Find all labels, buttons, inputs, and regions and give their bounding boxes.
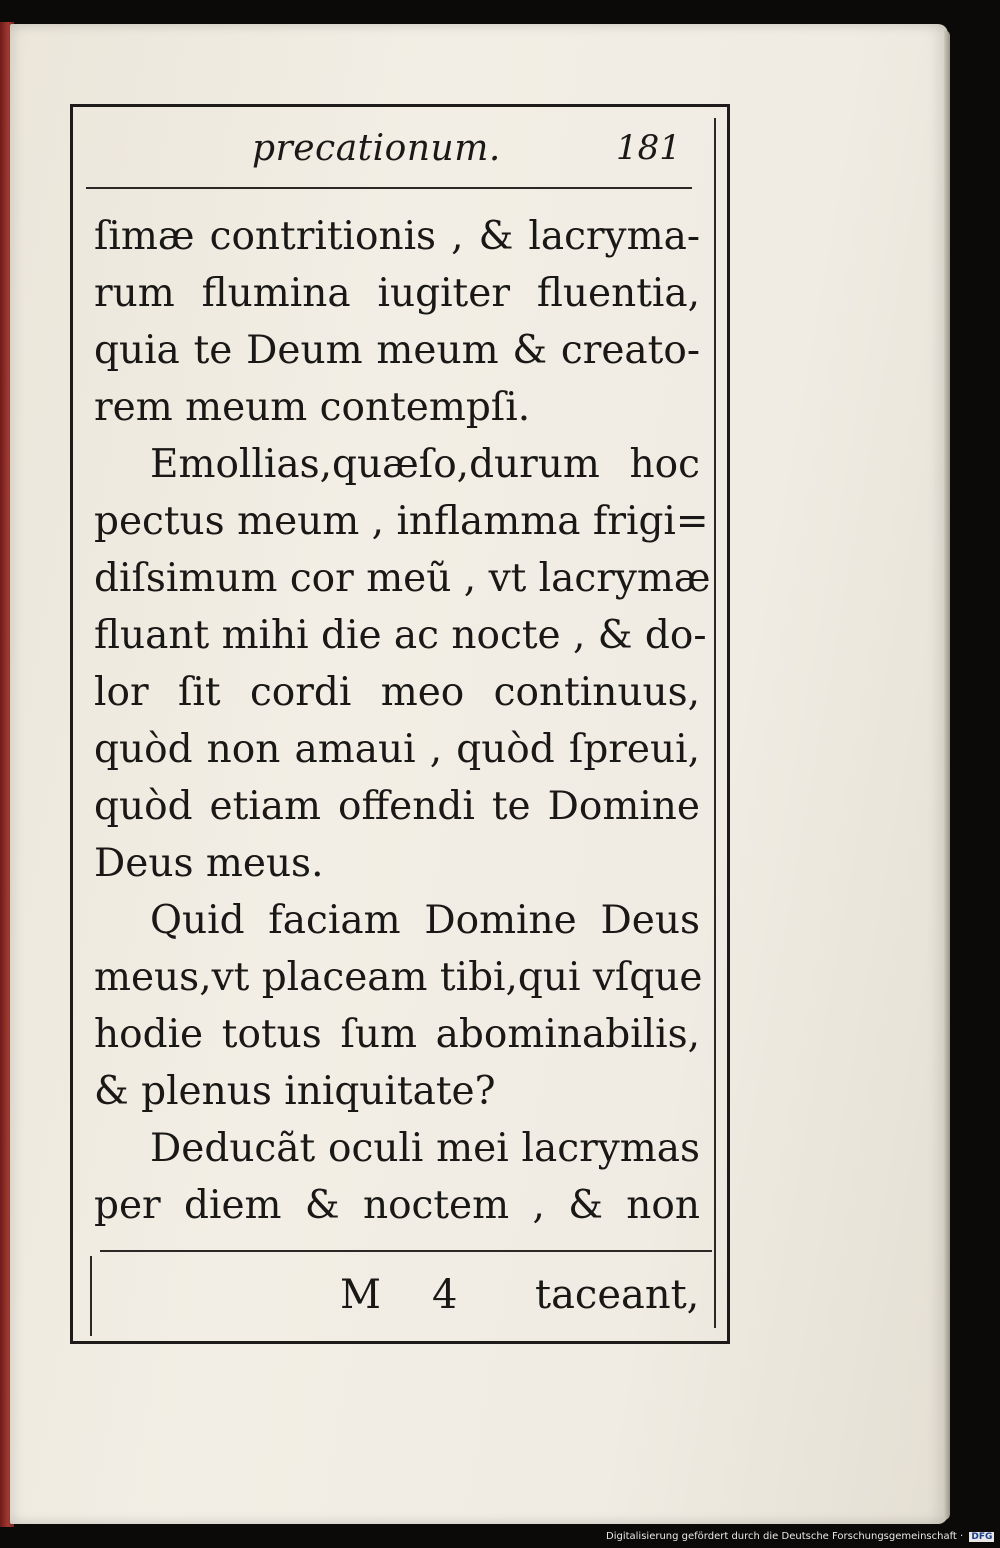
text-line: Deus meus.: [94, 841, 324, 886]
credit-text: Digitalisierung gefördert durch die Deutsche Forschungsgemeinschaft ·: [606, 1531, 964, 1542]
catchword: taceant,: [535, 1272, 700, 1318]
text-line: quòd non amaui , quòd ſpreui,: [94, 727, 700, 772]
text-line: pectus meum , inflamma frigi=: [94, 499, 709, 544]
text-line: lor ſit cordi meo continuus,: [94, 670, 700, 715]
text-line: Quid faciam Domine Deus: [150, 898, 700, 943]
text-line: hodie totus ſum abominabilis,: [94, 1012, 700, 1057]
signature-number: 4: [432, 1272, 458, 1318]
text-line: Emollias,quæſo,durum hoc: [150, 442, 700, 487]
text-line: rem meum contempſi.: [94, 385, 531, 430]
dfg-logo: DFG: [971, 1532, 993, 1542]
running-head: precationum.: [252, 128, 501, 169]
text-line: quòd etiam offendi te Domine: [94, 784, 700, 829]
body-text: [94, 208, 711, 1234]
text-line: per diem & noctem , & non: [94, 1183, 700, 1228]
frame-inner-rule-left: [90, 1256, 92, 1336]
frame-inner-rule-right: [714, 118, 716, 1328]
page-edge-shadow: [944, 30, 950, 1520]
page-number: 181: [616, 128, 681, 168]
text-line: Deducãt oculi mei lacrymas: [150, 1126, 700, 1171]
footer-rule: [100, 1250, 712, 1252]
text-line: & plenus iniquitate?: [94, 1069, 496, 1114]
text-line: rum flumina iugiter fluentia,: [94, 271, 700, 316]
digitization-credit: [606, 1531, 994, 1542]
text-line: meus,vt placeam tibi,qui vſque: [94, 955, 703, 1000]
text-line: diſsimum cor meũ , vt lacrymæ: [94, 556, 711, 601]
header-rule: [86, 187, 692, 189]
text-line: fluant mihi die ac nocte , & do-: [94, 613, 707, 658]
text-line: ſimæ contritionis , & lacryma-: [94, 214, 700, 259]
text-line: quia te Deum meum & creato-: [94, 328, 700, 373]
signature-letter: M: [340, 1272, 381, 1318]
